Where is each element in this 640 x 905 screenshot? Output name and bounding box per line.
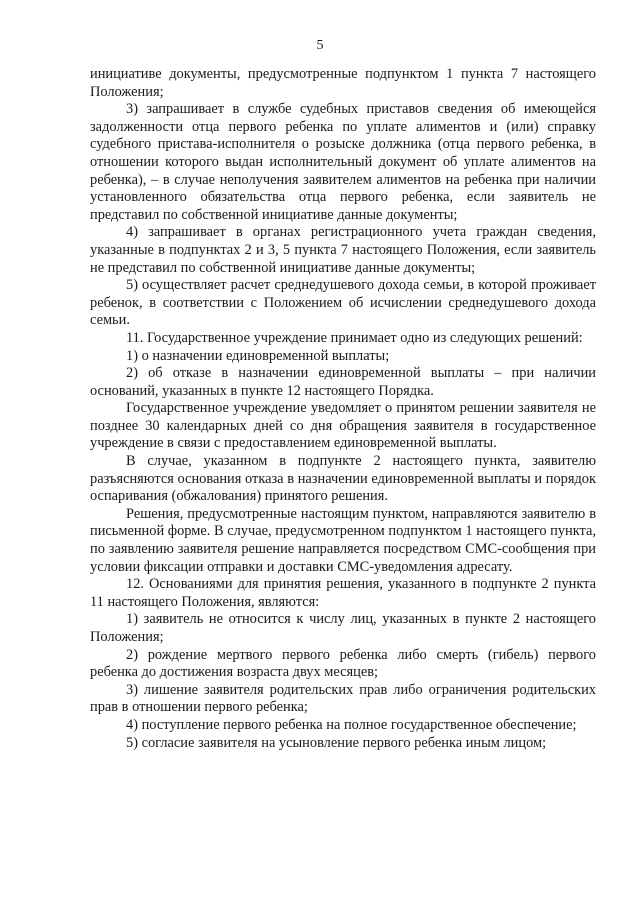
paragraph-decision-delivery: Решения, предусмотренные настоящим пунктом, направляются заявителю в письменной форме. В случае, предусмотренном подпунктом 1 настоящего пункта, по заявлению заявителя решение направляется посредством СМС-сообщения при условии фиксации отправки и доставки СМС-уведомления адресату.: [90, 505, 596, 575]
paragraph-item-5: 5) осуществляет расчет среднедушевого дохода семьи, в которой проживает ребенок, в соответствии с Положением об исчислении среднедушевого дохода семьи.: [90, 277, 596, 329]
paragraph-ground-3: 3) лишение заявителя родительских прав либо ограничения родительских прав в отношении первого ребенка;: [90, 681, 596, 716]
paragraph-notification: Государственное учреждение уведомляет о принятом решении заявителя не позднее 30 календарных дней со дня обращения заявителя в государственное учреждение в связи с предоставлением единовременной выплаты.: [90, 400, 596, 452]
paragraph-ground-5: 5) согласие заявителя на усыновление первого ребенка иным лицом;: [126, 734, 547, 751]
paragraph-continuation: инициативе документы, предусмотренные подпунктом 1 пункта 7 настоящего Положения;: [90, 66, 596, 100]
paragraph-item-4: 4) запрашивает в органах регистрационного учета граждан сведения, указанные в подпунктах 2 и 3, 5 пункта 7 настоящего Положения, если заявитель не представил по собственной инициативе данные документы;: [90, 224, 596, 276]
paragraph-section-12: 12. Основаниями для принятия решения, указанного в подпункте 2 пункта 11 настоящего Положения, являются:: [90, 576, 596, 610]
paragraph-ground-2: 2) рождение мертвого первого ребенка либо смерть (гибель) первого ребенка до достижения возраста двух месяцев;: [90, 646, 596, 681]
paragraph-ground-4: 4) поступление первого ребенка на полное государственное обеспечение;: [126, 716, 577, 733]
document-body: [90, 66, 596, 752]
paragraph-refusal-explanation: В случае, указанном в подпункте 2 настоящего пункта, заявителю разъясняются основания отказа в назначении единовременной выплаты и порядок оспаривания (обжалования) принятого решения.: [90, 453, 596, 505]
paragraph-decision-2: 2) об отказе в назначении единовременной выплаты – при наличии оснований, указанных в пункте 12 настоящего Порядка.: [90, 365, 596, 399]
paragraph-section-11: 11. Государственное учреждение принимает одно из следующих решений:: [126, 329, 583, 346]
page-number: 5: [316, 38, 324, 53]
paragraph-item-3: 3) запрашивает в службе судебных приставов сведения об имеющейся задолженности отца первого ребенка по уплате алиментов и (или) справку судебного пристава-исполнителя о розыске должника (отца первого ребенка, в отношении которого выдан исполнительный документ об уплате алиментов на ребенка), – в случае неполучения заявителем алиментов на ребенка при наличии установленного обязательства отца первого ребенка, если заявитель не представил по собственной инициативе данные документы;: [90, 101, 596, 223]
paragraph-ground-1: 1) заявитель не относится к числу лиц, указанных в пункте 2 настоящего Положения;: [90, 611, 596, 645]
paragraph-decision-1: 1) о назначении единовременной выплаты;: [126, 347, 390, 364]
